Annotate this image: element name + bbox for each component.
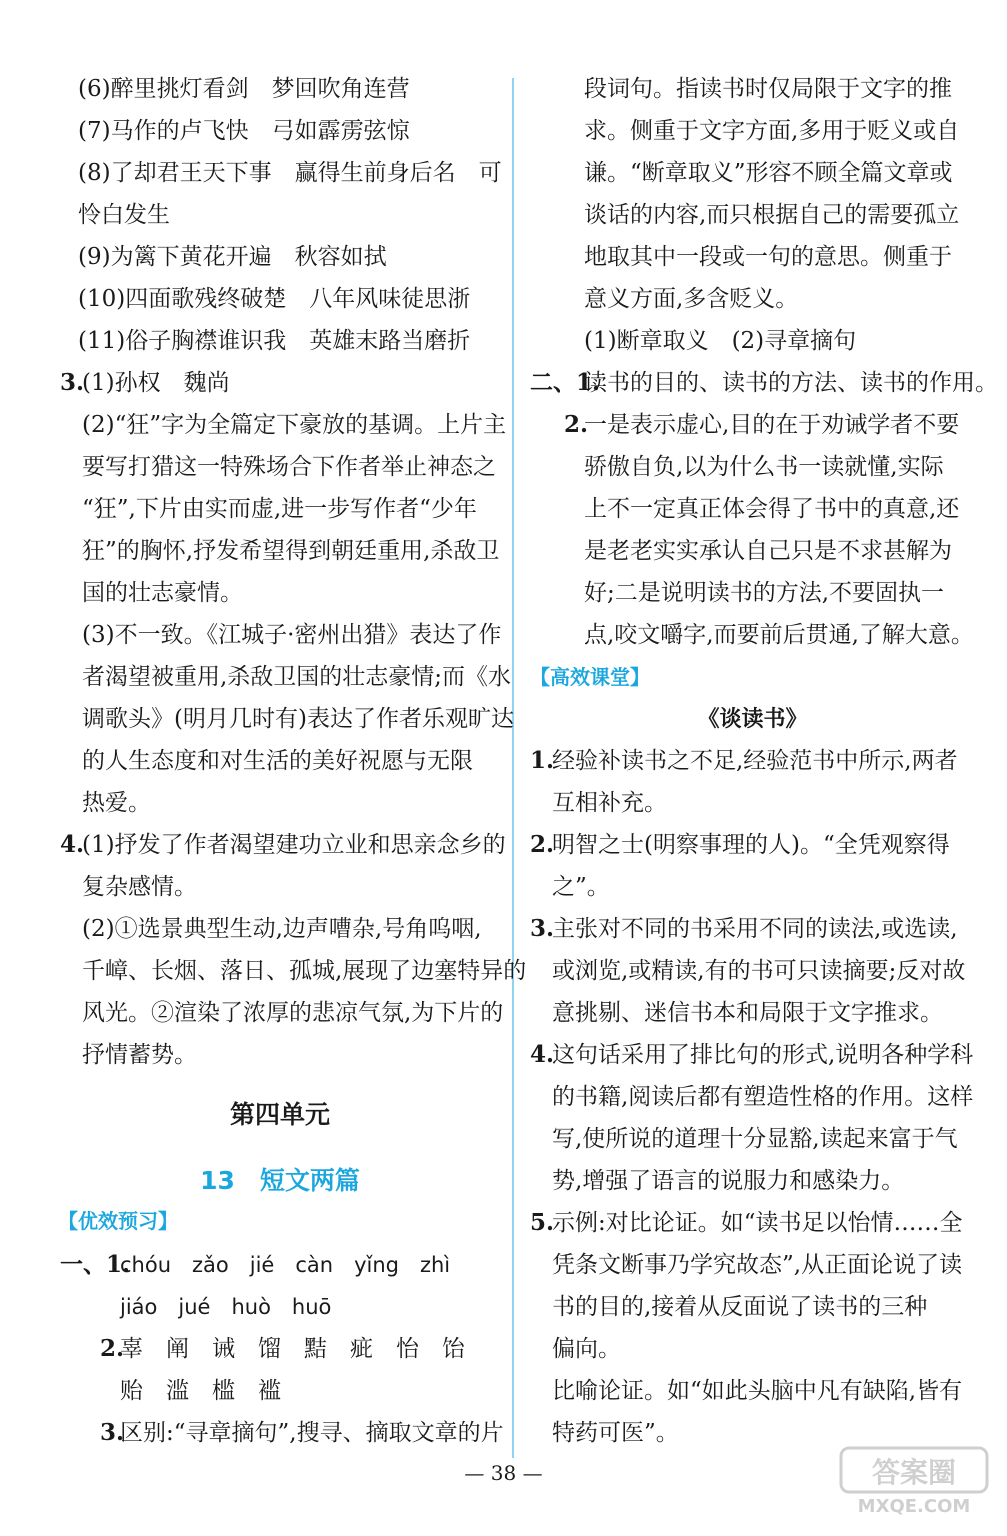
answer-line: 示例:对比论证。如“读书足以怡情……全 (552, 1210, 963, 1236)
answer-line: 互相补充。 (552, 790, 667, 816)
page-number: — 38 — (464, 1461, 543, 1485)
answer-line: 书的目的,接着从反面说了读书的三种 (552, 1294, 928, 1320)
answer-line: 这句话采用了排比句的形式,说明各种学科 (552, 1042, 974, 1068)
answer-line: 读书的目的、读书的方法、读书的作用。 (584, 370, 998, 396)
question-number: 5. (530, 1209, 555, 1236)
answer-line: “狂”,下片由实而虚,进一步写作者“少年 (82, 496, 477, 522)
pinyin-row: chóu zǎo jié càn yǐng zhì (120, 1253, 451, 1277)
answer-line: 意义方面,多含贬义。 (584, 286, 799, 312)
answer-line: 特药可医”。 (552, 1420, 679, 1446)
answer-line: (1)孙权 魏尚 (82, 370, 230, 396)
watermark-logo (839, 1446, 989, 1518)
answer-line: (7)马作的卢飞快 弓如霹雳弦惊 (78, 118, 410, 144)
section-label: 【高效课堂】 (530, 665, 650, 689)
answer-line: 复杂感情。 (82, 874, 197, 900)
answer-line: (10)四面歌残终破楚 八年风味徒思浙 (78, 286, 471, 312)
answer-line: 的书籍,阅读后都有塑造性格的作用。这样 (552, 1084, 974, 1110)
answer-line: 国的壮志豪情。 (82, 580, 243, 606)
column-divider (512, 78, 514, 1458)
question-number: 4. (60, 831, 85, 858)
answer-line: 的人生态度和对生活的美好祝愿与无限 (82, 748, 473, 774)
question-number: 1. (530, 747, 555, 774)
answer-line: 比喻论证。如“如此头脑中凡有缺陷,皆有 (552, 1378, 963, 1404)
answer-line: 抒情蓄势。 (82, 1042, 197, 1068)
question-number: 3. (530, 915, 555, 942)
section-label: 【优效预习】 (58, 1209, 178, 1233)
unit-title: 第四单元 (229, 1100, 330, 1129)
answer-line: 求。侧重于文字方面,多用于贬义或自 (584, 118, 960, 144)
question-number: 一、1. (60, 1251, 131, 1278)
watermark-url: MXQE.COM (857, 1496, 971, 1517)
book-title: 《谈读书》 (697, 706, 808, 732)
answer-line: 势,增强了语言的说服力和感染力。 (552, 1168, 905, 1194)
pinyin-row: jiáo jué huò huō (120, 1295, 332, 1319)
answer-line: 骄傲自负,以为什么书一读就懂,实际 (584, 454, 944, 480)
answer-line: 要写打猎这一特殊场合下作者举止神态之 (82, 454, 496, 480)
lesson-title: 13 短文两篇 (200, 1166, 360, 1195)
chars-row: 辜 阐 诫 馏 黠 疵 怡 饴 (120, 1336, 465, 1362)
answer-line: 区别:“寻章摘句”,搜寻、摘取文章的片 (120, 1420, 504, 1446)
answer-line: 地取其中一段或一句的意思。侧重于 (584, 244, 952, 270)
question-number: 2. (564, 411, 589, 438)
answer-line: 意挑剔、迷信书本和局限于文字推求。 (552, 1000, 943, 1026)
answer-line: (2)①选景典型生动,边声嘈杂,号角呜咽, (82, 916, 482, 942)
answer-line: 风光。②渲染了浓厚的悲凉气氛,为下片的 (82, 1000, 504, 1026)
answer-line: 好;二是说明读书的方法,不要固执一 (584, 580, 945, 606)
answer-line: 调歌头》(明月几时有)表达了作者乐观旷达 (82, 706, 514, 732)
answer-line: 凭条文断事乃学究故态”,从正面论说了读 (552, 1252, 963, 1278)
watermark-text: 答案圈 (871, 1456, 957, 1489)
answer-line: 狂”的胸怀,抒发希望得到朝廷重用,杀敌卫 (82, 538, 500, 564)
answer-line: (1)抒发了作者渴望建功立业和思亲念乡的 (82, 832, 506, 858)
answer-line: 经验补读书之不足,经验范书中所示,两者 (552, 748, 958, 774)
answer-line: (2)“狂”字为全篇定下豪放的基调。上片主 (82, 412, 507, 438)
answer-line: 者渴望被重用,杀敌卫国的壮志豪情;而《水 (82, 664, 512, 690)
question-number: 3. (100, 1419, 125, 1446)
question-number: 二、1. (530, 369, 601, 396)
answer-line: 热爱。 (82, 790, 151, 816)
answer-line: 写,使所说的道理十分显豁,读起来富于气 (552, 1126, 958, 1152)
question-number: 2. (530, 831, 555, 858)
answer-line: 谈话的内容,而只根据自己的需要孤立 (584, 202, 960, 228)
answer-line: (3)不一致。《江城子·密州出猎》表达了作 (82, 622, 502, 648)
answer-line: 谦。“断章取义”形容不顾全篇文章或 (584, 160, 953, 186)
question-number: 3. (60, 369, 85, 396)
answer-line: 之”。 (552, 874, 610, 900)
answer-line: (6)醉里挑灯看剑 梦回吹角连营 (78, 76, 410, 102)
answer-line: (1)断章取义 (2)寻章摘句 (584, 328, 857, 354)
answer-line: 段词句。指读书时仅局限于文字的推 (584, 76, 952, 102)
answer-line: 上不一定真正体会得了书中的真意,还 (584, 496, 960, 522)
answer-line: 或浏览,或精读,有的书可只读摘要;反对故 (552, 958, 966, 984)
answer-line: 千嶂、长烟、落日、孤城,展现了边塞特异的 (82, 958, 527, 984)
answer-line: 明智之士(明察事理的人)。“全凭观察得 (552, 832, 950, 858)
answer-line: 点,咬文嚼字,而要前后贯通,了解大意。 (584, 622, 974, 648)
chars-row: 贻 滥 槛 褴 (120, 1378, 281, 1404)
question-number: 2. (100, 1335, 125, 1362)
answer-line: (9)为篱下黄花开遍 秋容如拭 (78, 244, 387, 270)
question-number: 4. (530, 1041, 555, 1068)
answer-line: 偏向。 (552, 1336, 621, 1362)
answer-line: 主张对不同的书采用不同的读法,或选读, (552, 916, 958, 942)
answer-line: 怜白发生 (78, 202, 170, 228)
answer-line: 是老老实实承认自己只是不求甚解为 (584, 538, 952, 564)
answer-line: (11)俗子胸襟谁识我 英雄末路当磨折 (78, 328, 471, 354)
answer-line: 一是表示虚心,目的在于劝诫学者不要 (584, 412, 960, 438)
answer-line: (8)了却君王天下事 赢得生前身后名 可 (78, 160, 502, 186)
